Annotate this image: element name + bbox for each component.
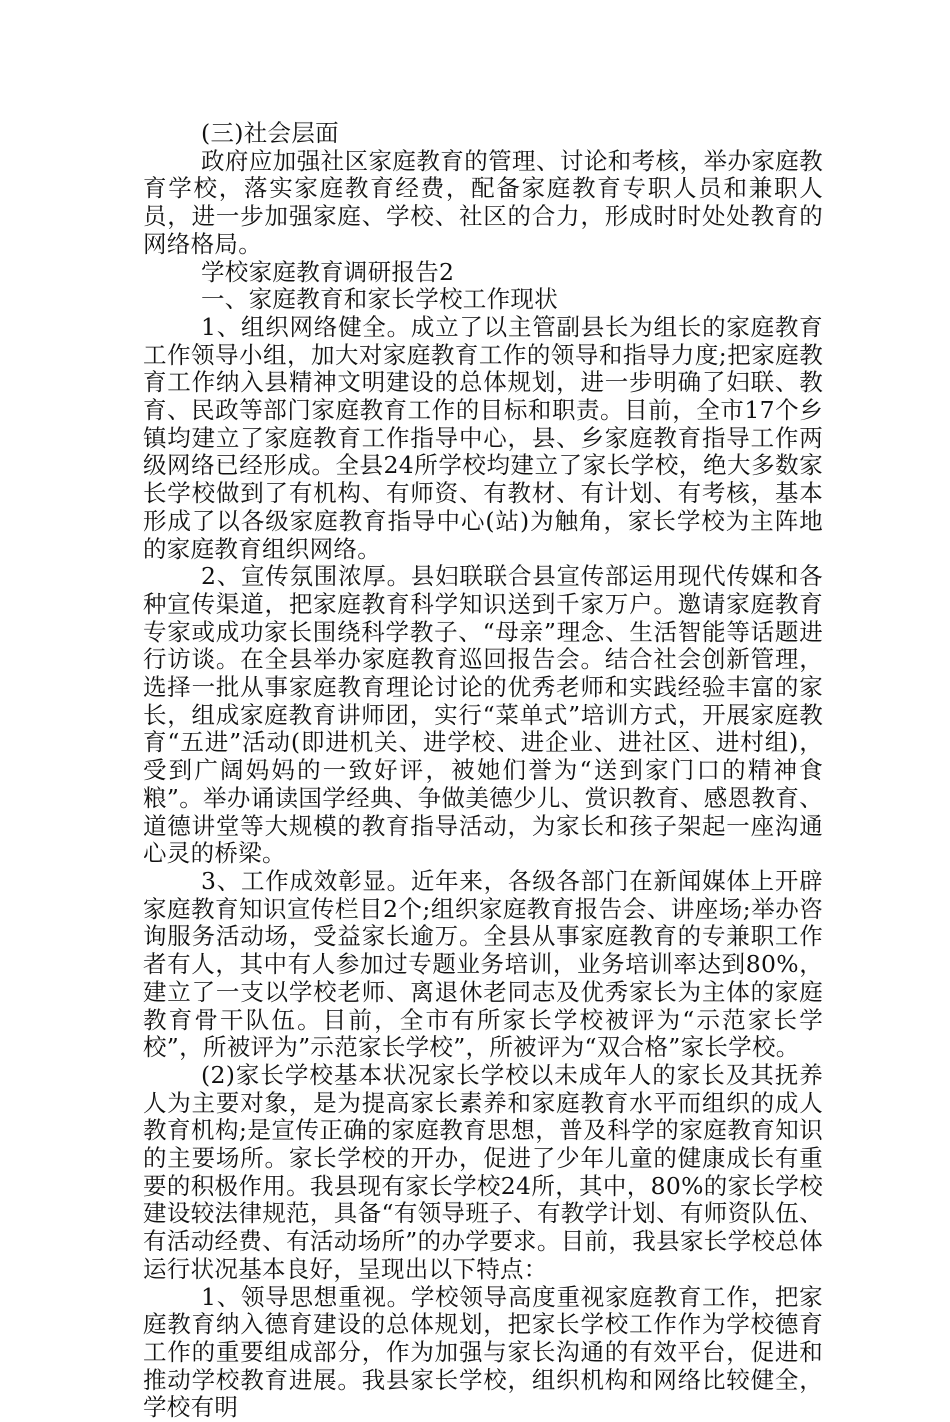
paragraph-publicity: 2、宣传氛围浓厚。县妇联联合县宣传部运用现代传媒和各种宣传渠道，把家庭教育科学知识送到千家万户。邀请家庭教育专家或成功家长围绕科学教子、“母亲”理念、生活智能等话题进行访谈。在全县举办家庭教育巡回报告会。结合社会创新管理，选择一批从事家庭教育理论讨论的优秀老师和实践经验丰富的家长，组成家庭教育讲师团，实行“菜单式”培训方式，开展家庭教育“五进”活动(即进机关、进学校、进企业、进社区、进村组)，受到广阔妈妈的一致好评，被她们誉为“送到家门口的精神食粮”。举办诵读国学经典、争做美德少儿、赏识教育、感恩教育、道德讲堂等大规模的教育指导活动，为家长和孩子架起一座沟通心灵的桥梁。 [143, 562, 823, 868]
heading-social-level: (三)社会层面 [201, 119, 339, 147]
document-body [143, 120, 823, 1422]
paragraph-social-level: 政府应加强社区家庭教育的管理、讨论和考核，举办家庭教育学校，落实家庭教育经费，配备家庭教育专职人员和兼职人员，进一步加强家庭、学校、社区的合力，形成时时处处教育的网络格局。 [143, 146, 823, 258]
paragraph-school-basic-status: (2)家长学校基本状况家长学校以未成年人的家长及其抚养人为主要对象，是为提高家长素养和家庭教育水平而组织的成人教育机构;是宣传正确的家庭教育思想，普及科学的家庭教育知识的主要场所。家长学校的开办，促进了少年儿童的健康成长有重要的积极作用。我县现有家长学校24所，其中，80%的家长学校建设较法律规范，具备“有领导班子、有教学计划、有师资队伍、有活动经费、有活动场所”的办学要求。目前，我县家长学校总体运行状况基本良好，呈现出以下特点： [143, 1060, 823, 1283]
paragraph-network: 1、组织网络健全。成立了以主管副县长为组长的家庭教育工作领导小组，加大对家庭教育工作的领导和指导力度;把家庭教育工作纳入县精神文明建设的总体规划，进一步明确了妇联、教育、民政等部门家庭教育工作的目标和职责。目前，全市17个乡镇均建立了家庭教育工作指导中心，县、乡家庭教育指导工作两级网络已经形成。全县24所学校均建立了家长学校，绝大多数家长学校做到了有机构、有师资、有教材、有计划、有考核，基本形成了以各级家庭教育指导中心(站)为触角，家长学校为主阵地的家庭教育组织网络。 [143, 312, 823, 563]
report-title: 学校家庭教育调研报告2 [201, 257, 455, 286]
paragraph-results: 3、工作成效彰显。近年来，各级各部门在新闻媒体上开辟家庭教育知识宣传栏目2个;组织家庭教育报告会、讲座场;举办咨询服务活动场，受益家长逾万。全县从事家庭教育的专兼职工作者有人，其中有人参加过专题业务培训，业务培训率达到80%，建立了一支以学校老师、离退休老同志及优秀家长为主体的家庭教育骨干队伍。目前，全市有所家长学校被评为“示范家长学校”，所被评为”示范家长学校”，所被评为“双合格”家长学校。 [143, 866, 823, 1062]
heading-section-one: 一、家庭教育和家长学校工作现状 [201, 285, 558, 314]
paragraph-leadership: 1、领导思想重视。学校领导高度重视家庭教育工作，把家庭教育纳入德育建设的总体规划，把家长学校工作作为学校德育工作的重要组成部分，作为加强与家长沟通的有效平台，促进和推动学校教育进展。我县家长学校，组织机构和网络比较健全，学校有明 [143, 1282, 823, 1422]
